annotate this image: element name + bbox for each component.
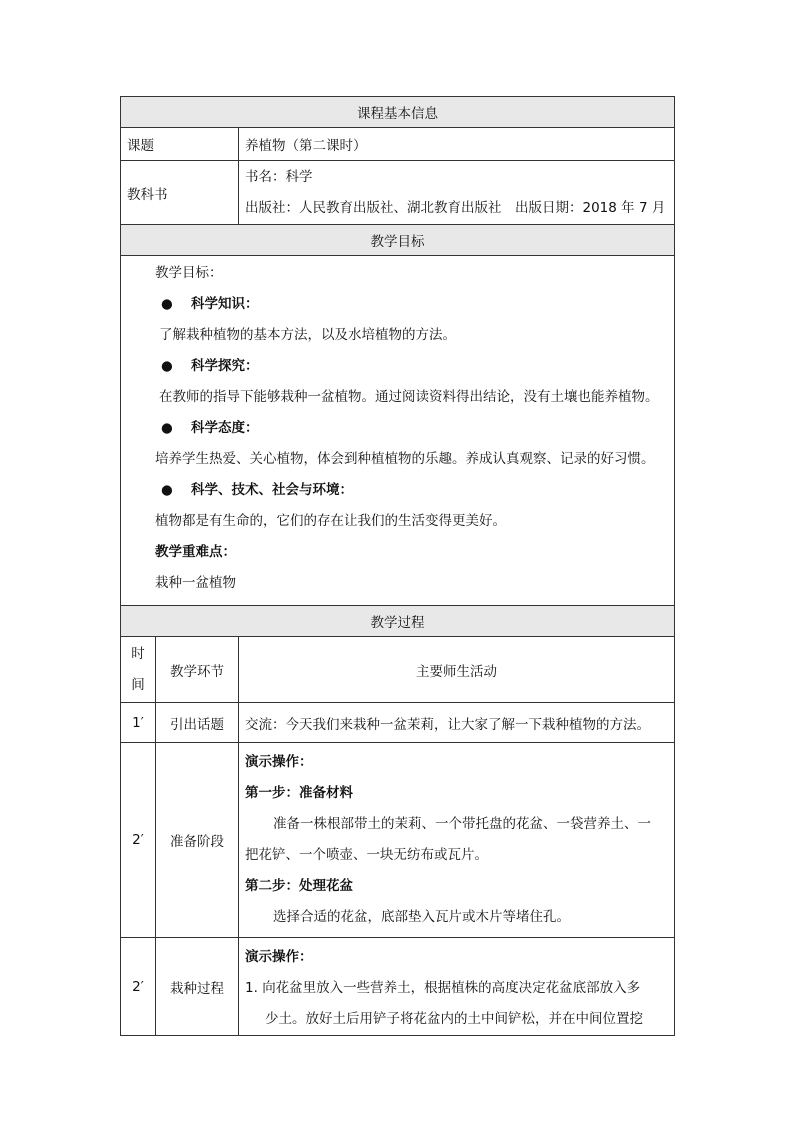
col-activity-header: 主要师生活动 <box>239 637 675 703</box>
knowledge-title: 科学知识： <box>191 296 259 312</box>
row-stage: 引出话题 <box>156 703 239 743</box>
topic-value: 养植物（第二课时） <box>239 128 675 161</box>
sts-title: 科学、技术、社会与环境： <box>191 482 353 498</box>
objectives-content <box>121 256 675 606</box>
row-time: 1′ <box>121 703 156 743</box>
attitude-text: 培养学生热爱、关心植物，体会到种植植物的乐趣。养成认真观察、记录的好习惯。 <box>155 451 655 467</box>
textbook-label: 教科书 <box>121 161 239 225</box>
bullet-icon: ● <box>161 358 173 374</box>
row-time: 2′ <box>121 938 156 1036</box>
col-stage-header: 教学环节 <box>156 637 239 703</box>
demo-label: 演示操作： <box>245 754 313 770</box>
textbook-row <box>121 161 675 225</box>
row-activity: 交流：今天我们来栽种一盆茉莉，让大家了解一下栽种植物的方法。 <box>239 703 675 743</box>
step2-title: 第二步：处理花盆 <box>245 878 353 894</box>
col-time-char-1: 时 <box>131 645 145 662</box>
topic-label: 课题 <box>121 128 239 161</box>
objectives-row <box>121 256 675 606</box>
item1-text-cont: 少土。放好土后用铲子将花盆内的土中间铲松，并在中间位置挖 <box>265 1011 643 1027</box>
inquiry-heading <box>127 351 668 382</box>
process-row-planting <box>121 938 675 1036</box>
process-header: 教学过程 <box>121 606 675 637</box>
process-row-prepare <box>121 743 675 938</box>
textbook-value <box>239 161 675 225</box>
row-activity <box>239 743 675 938</box>
bullet-icon: ● <box>161 482 173 498</box>
sts-text: 植物都是有生命的，它们的存在让我们的生活变得更美好。 <box>155 513 506 529</box>
basic-info-header: 课程基本信息 <box>121 97 675 128</box>
attitude-heading <box>127 413 668 444</box>
publisher-info: 出版社：人民教育出版社、湖北教育出版社 出版日期：2018 年 7 月 <box>245 199 666 216</box>
key-points-title: 教学重难点： <box>155 544 236 560</box>
objectives-header: 教学目标 <box>121 225 675 256</box>
bullet-icon: ● <box>161 420 173 436</box>
item1-line <box>245 973 668 1004</box>
step1-text: 准备一株根部带土的茉莉、一个带托盘的花盆、一袋营养土、一 <box>273 816 651 832</box>
process-row-intro <box>121 703 675 743</box>
lesson-plan-table <box>120 96 675 1036</box>
process-columns-row <box>121 637 675 703</box>
basic-info-header-row <box>121 97 675 128</box>
row-stage: 栽种过程 <box>156 938 239 1036</box>
process-header-row <box>121 606 675 637</box>
objectives-header-row <box>121 225 675 256</box>
inquiry-title: 科学探究： <box>191 358 259 374</box>
topic-row <box>121 128 675 161</box>
demo-label: 演示操作： <box>245 949 313 965</box>
inquiry-text: 在教师的指导下能够栽种一盆植物。通过阅读资料得出结论，没有土壤也能养植物。 <box>159 389 659 405</box>
item1-text: 向花盆里放入一些营养土，根据植株的高度决定花盆底部放入多 <box>262 980 641 996</box>
col-time-char-2: 间 <box>131 676 145 693</box>
step2-text: 选择合适的花盆，底部垫入瓦片或木片等堵住孔。 <box>273 909 570 925</box>
key-points-text: 栽种一盆植物 <box>155 575 236 591</box>
knowledge-text: 了解栽种植物的基本方法，以及水培植物的方法。 <box>159 327 456 343</box>
book-name: 书名：科学 <box>245 168 313 185</box>
row-stage: 准备阶段 <box>156 743 239 938</box>
row-activity <box>239 938 675 1036</box>
knowledge-heading <box>127 289 668 320</box>
sts-heading <box>127 475 668 506</box>
objectives-intro: 教学目标： <box>155 265 223 281</box>
step1-text-cont: 把花铲、一个喷壶、一块无纺布或瓦片。 <box>245 847 488 863</box>
item1-number: 1. <box>245 980 258 996</box>
step1-title: 第一步：准备材料 <box>245 785 353 801</box>
bullet-icon: ● <box>161 296 173 312</box>
col-time-header <box>121 637 156 703</box>
row-time: 2′ <box>121 743 156 938</box>
attitude-title: 科学态度： <box>191 420 259 436</box>
